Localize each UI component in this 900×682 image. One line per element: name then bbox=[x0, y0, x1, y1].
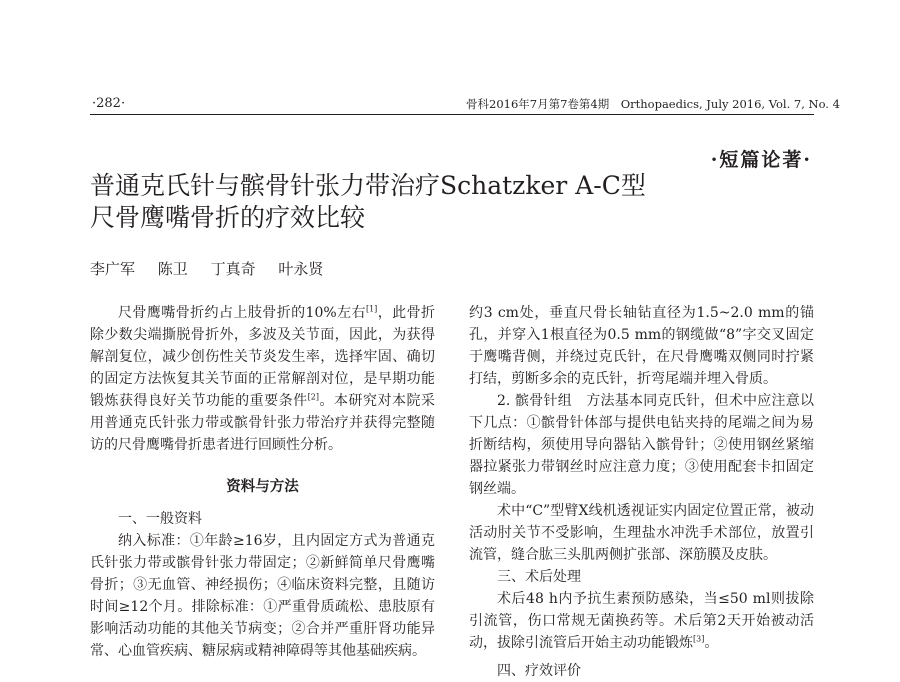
subsection-heading: 三、术后处理 bbox=[497, 569, 581, 585]
intro-text: 。本研究对本院采用普通克氏针张力带或髌骨针张力带治疗并获得完整随访的尺骨鹰嘴骨折患者进行回顾性分析。 bbox=[90, 393, 436, 453]
author: 李广军 bbox=[90, 260, 136, 278]
section-heading: 资料与方法 bbox=[226, 478, 299, 495]
body-paragraph: 约3 cm处，垂直尺骨长轴钻直径为1.5~2.0 mm的锚孔，并穿入1根直径为0.5 mm的钢缆做“8”字交叉固定于鹰嘴背侧，并绕过克氏针，在尺骨鹰嘴双侧同时拧紧打结，剪断多余的克氏针，折弯尾端并埋入骨质。 bbox=[469, 305, 814, 387]
author-list bbox=[90, 258, 341, 279]
article-title bbox=[90, 170, 646, 234]
header-rule bbox=[90, 114, 814, 115]
subsection-heading: 四、疗效评价 bbox=[497, 663, 581, 679]
inclusion-paragraph: 纳入标准：①年龄≥16岁，且内固定方式为普通克氏针张力带或髌骨针张力带固定；②新鲜简单尺骨鹰嘴骨折；③无血管、神经损伤；④临床资料完整，且随访时间≥12个月。排除标准：①严重骨质疏松、患肢原有影响活动功能的其他关节病变；②合并严重肝肾功能异常、心血管疾病、糖尿病或精神障碍等其他基础疾病。 bbox=[90, 533, 435, 659]
body-text: 。 bbox=[704, 635, 719, 651]
citation: [2] bbox=[307, 392, 319, 402]
citation: [1] bbox=[365, 304, 378, 314]
left-column bbox=[90, 302, 435, 662]
right-column bbox=[469, 302, 814, 682]
running-header: 骨科2016年7月第7卷第4期 Orthopaedics, July 2016, Vol. 7, No. 4 bbox=[466, 97, 840, 111]
subsection-heading: 一、一般资料 bbox=[118, 511, 202, 527]
author: 陈卫 bbox=[157, 260, 188, 278]
body-paragraph bbox=[469, 588, 814, 654]
body-paragraph: 术中“C”型臂X线机透视证实内固定位置正常，被动活动肘关节不受影响，生理盐水冲洗手术部位，放置引流管，缝合肱三头肌两侧扩张部、深筋膜及皮肤。 bbox=[469, 503, 814, 563]
intro-paragraph bbox=[90, 302, 435, 456]
author: 丁真奇 bbox=[210, 260, 256, 278]
page-number: ·282· bbox=[92, 96, 126, 111]
intro-text: 尺骨鹰嘴骨折约占上肢骨折的10%左右 bbox=[118, 305, 366, 321]
section-tag: ·短篇论著· bbox=[710, 149, 812, 171]
title-line-2: 尺骨鹰嘴骨折的疗效比较 bbox=[90, 203, 366, 232]
citation: [3] bbox=[693, 634, 705, 644]
title-line-1: 普通克氏针与髌骨针张力带治疗Schatzker A-C型 bbox=[90, 171, 646, 200]
body-paragraph: 2. 髌骨针组 方法基本同克氏针，但术中应注意以下几点：①髌骨针体部与提供电钻夹持的尾端之间为易折断结构，须使用导向器钻入髌骨针；②使用钢丝紧缩器拉紧张力带钢丝时应注意力度；③使用配套卡扣固定钢丝端。 bbox=[469, 393, 814, 497]
author: 叶永贤 bbox=[278, 260, 324, 278]
intro-text: ，此骨折除少数尖端撕脱骨折外，多波及关节面，因此，为获得解剖复位，减少创伤性关节炎发生率，选择牢固、确切的固定方法恢复其关节面的正常解剖对位，是早期功能锻炼获得良好关节功能的重要条件 bbox=[90, 305, 436, 409]
body-text: 术后48 h内予抗生素预防感染，当≤50 ml则拔除引流管，伤口常规无菌换药等。术后第2天开始被动活动，拔除引流管后开始主动功能锻炼 bbox=[469, 591, 814, 651]
